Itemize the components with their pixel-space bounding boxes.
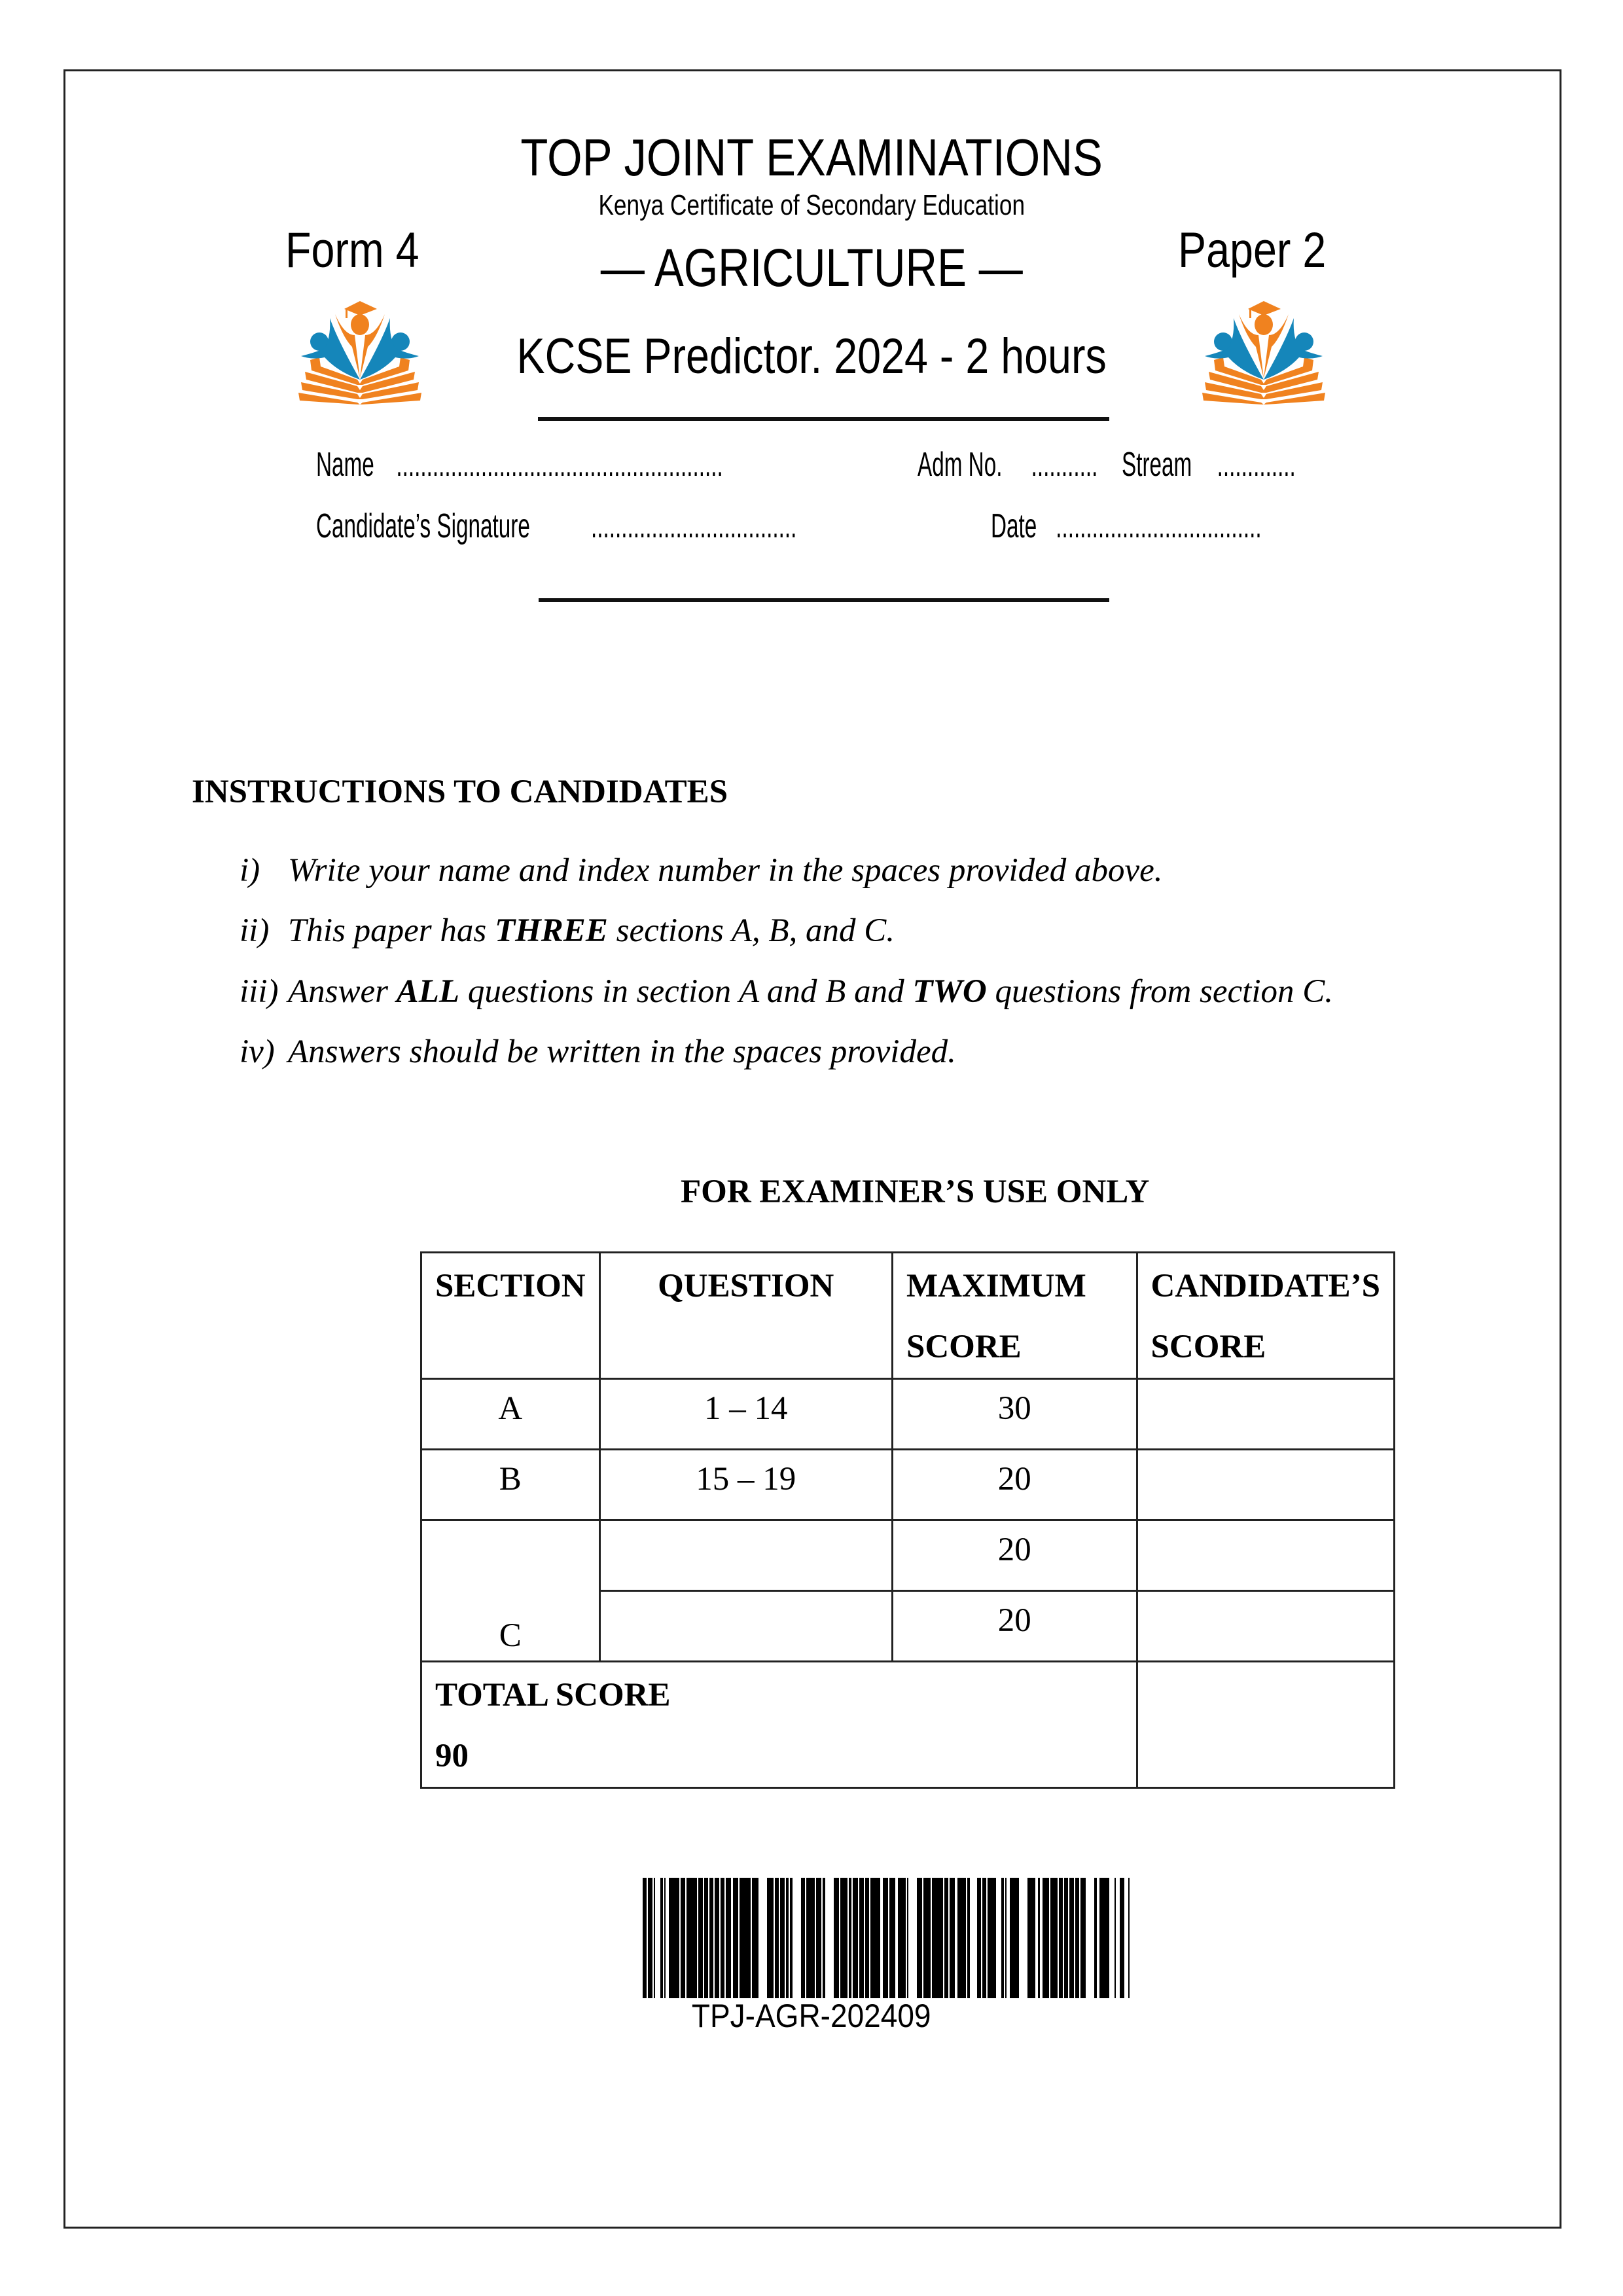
- name-field-row: [316, 445, 927, 484]
- barcode-bar: [917, 1878, 922, 1998]
- barcode-bar: [669, 1878, 680, 1998]
- adm-stream-field-row: [918, 445, 1415, 484]
- barcode-bar: [1010, 1878, 1020, 1998]
- barcode-bar: [889, 1878, 895, 1998]
- section-cell: C: [421, 1520, 600, 1662]
- barcode-bar: [840, 1878, 847, 1998]
- date-label: Date: [991, 507, 1037, 545]
- table-row: [421, 1520, 1395, 1591]
- table-header-row: [421, 1253, 1395, 1379]
- barcode-bar: [908, 1878, 917, 1998]
- examiner-score-table: [420, 1251, 1395, 1789]
- barcode-bar: [767, 1878, 774, 1998]
- barcode-bar: [898, 1878, 906, 1998]
- subject-title: — AGRICULTURE —: [600, 238, 1023, 298]
- candidate-score-cell[interactable]: [1137, 1591, 1394, 1662]
- barcode-bar: [1128, 1878, 1130, 1998]
- date-field-row: [991, 507, 1394, 546]
- barcode-bar: [870, 1878, 880, 1998]
- instruction-number: iv): [240, 1033, 275, 1070]
- adm-no-input-dots[interactable]: ...........: [1031, 446, 1098, 484]
- adm-no-label: Adm No.: [918, 446, 1003, 484]
- exam-line: KCSE Predictor. 2024 - 2 hours: [516, 329, 1107, 384]
- instructions-heading: INSTRUCTIONS TO CANDIDATES: [192, 774, 728, 810]
- question-cell[interactable]: [599, 1520, 892, 1591]
- table-row: [421, 1450, 1395, 1520]
- instruction-text-part: sections A, B, and C.: [607, 912, 895, 949]
- instruction-text-part: Answer: [288, 973, 397, 1010]
- barcode-bar: [988, 1878, 996, 1998]
- examiner-heading: FOR EXAMINER’S USE ONLY: [681, 1174, 1150, 1210]
- barcode-bar: [1099, 1878, 1109, 1998]
- paper-label: Paper 2: [1178, 223, 1327, 278]
- emphasis-text: ALL: [396, 973, 460, 1010]
- max-score-cell: 20: [892, 1591, 1137, 1662]
- total-score-row: [421, 1662, 1395, 1788]
- name-label: Name: [316, 446, 374, 484]
- total-score-value: 90: [435, 1738, 469, 1774]
- barcode-bar: [1050, 1878, 1057, 1998]
- barcode-bar: [853, 1878, 858, 1998]
- barcode-bar: [825, 1878, 834, 1998]
- barcode-bar: [726, 1878, 731, 1998]
- barcode-text: TPJ-AGR-202409: [692, 1998, 931, 2034]
- fields-divider: [539, 598, 1109, 602]
- instruction-text: [288, 851, 1163, 890]
- section-cell: B: [421, 1450, 600, 1520]
- candidate-score-cell[interactable]: [1137, 1450, 1394, 1520]
- total-candidate-score-cell[interactable]: [1137, 1662, 1394, 1788]
- max-score-cell: 20: [892, 1520, 1137, 1591]
- stream-input-dots[interactable]: .............: [1217, 446, 1296, 484]
- barcode-bar: [758, 1878, 767, 1998]
- header-candidate-score: CANDIDATE’S SCORE: [1137, 1253, 1394, 1379]
- barcode-bar: [752, 1878, 758, 1998]
- header-question: QUESTION: [599, 1253, 892, 1379]
- instruction-number: ii): [240, 912, 270, 949]
- instruction-text-part: Write your name and index number in the spaces provided above.: [288, 852, 1163, 889]
- barcode-bar: [793, 1878, 801, 1998]
- signature-field-row: [316, 507, 981, 546]
- barcode-bar: [655, 1878, 660, 1998]
- barcode-bar: [733, 1878, 738, 1998]
- signature-input-dots[interactable]: ..................................: [591, 507, 797, 545]
- instruction-text-part: questions from section C.: [986, 973, 1334, 1010]
- question-cell: 15 – 19: [599, 1450, 892, 1520]
- instruction-text-part: questions in section A and B and: [459, 973, 913, 1010]
- barcode-bar: [816, 1878, 821, 1998]
- table-row: [421, 1379, 1395, 1450]
- max-score-cell: 20: [892, 1450, 1137, 1520]
- barcode-bar: [687, 1878, 698, 1998]
- certificate-subtitle: Kenya Certificate of Secondary Education: [598, 189, 1025, 221]
- name-input-dots[interactable]: ......................................................: [396, 446, 723, 484]
- total-score-label-cell: [421, 1662, 1137, 1788]
- date-input-dots[interactable]: ..................................: [1056, 507, 1262, 545]
- instruction-text-part: Answers should be written in the spaces provided.: [288, 1033, 956, 1070]
- barcode-bar: [1019, 1878, 1027, 1998]
- barcode-bar: [1086, 1878, 1094, 1998]
- barcode-icon: [643, 1878, 1130, 1998]
- instruction-text: [288, 1032, 956, 1071]
- barcode-bar: [883, 1878, 888, 1998]
- instruction-number: iii): [240, 973, 279, 1010]
- barcode-bar: [996, 1878, 1001, 1998]
- barcode-bar: [970, 1878, 976, 1998]
- emphasis-text: TWO: [912, 973, 987, 1010]
- emphasis-text: THREE: [494, 912, 608, 949]
- form-label: Form 4: [285, 223, 419, 278]
- barcode-bar: [957, 1878, 966, 1998]
- barcode-bar: [950, 1878, 955, 1998]
- header-maximum-score: MAXIMUM SCORE: [892, 1253, 1137, 1379]
- barcode-bar: [1027, 1878, 1036, 1998]
- organization-title: TOP JOINT EXAMINATIONS: [520, 128, 1103, 187]
- candidate-score-cell[interactable]: [1137, 1379, 1394, 1450]
- barcode-bar: [1109, 1878, 1115, 1998]
- barcode-bar: [1080, 1878, 1086, 1998]
- stream-label: Stream: [1122, 446, 1192, 484]
- candidate-score-cell[interactable]: [1137, 1520, 1394, 1591]
- barcode-bar: [1043, 1878, 1049, 1998]
- barcode-bar: [932, 1878, 943, 1998]
- header-divider: [538, 417, 1109, 421]
- barcode-bar: [923, 1878, 930, 1998]
- total-score-label: TOTAL SCORE: [435, 1677, 671, 1713]
- question-cell: 1 – 14: [599, 1379, 892, 1450]
- barcode-bar: [806, 1878, 815, 1998]
- instruction-text-part: This paper has: [288, 912, 495, 949]
- signature-label: Candidate’s Signature: [316, 507, 530, 545]
- section-cell: A: [421, 1379, 600, 1450]
- max-score-cell: 30: [892, 1379, 1137, 1450]
- barcode-bar: [740, 1878, 751, 1998]
- instruction-text: [288, 911, 895, 950]
- barcode-bar: [834, 1878, 839, 1998]
- instruction-number: i): [240, 852, 260, 889]
- question-cell[interactable]: [599, 1591, 892, 1662]
- instruction-text: [288, 972, 1333, 1011]
- header-section: SECTION: [421, 1253, 600, 1379]
